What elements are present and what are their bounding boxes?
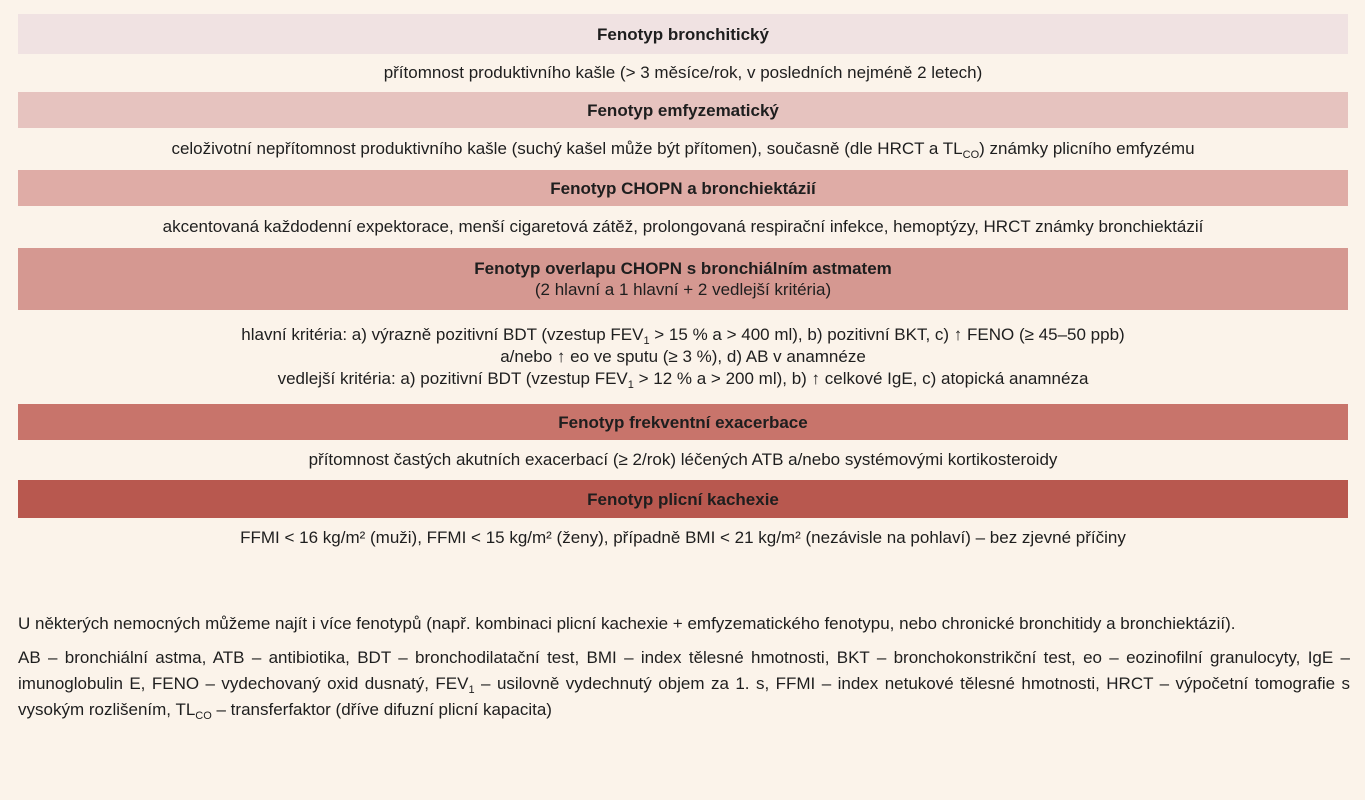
section-header-bronchiectasis (18, 170, 1348, 206)
text-part: > 12 % a > 200 ml), b) ↑ celkové IgE, c) atopická anamnéza (633, 369, 1089, 388)
text-part: AB – bronchiální astma, ATB – antibiotika, BDT – bronchodilatační test, BMI – index tělesné hmotnosti, BKT – bronchokonstrikční test, eo – eozinofilní granulocyty, IgE – imunoglobulin E, FENO – vydechovaný oxid dusnatý, FEV (18, 648, 1350, 693)
text-part: – transferfaktor (dříve difuzní plicní kapacita) (211, 700, 552, 719)
subscript: 1 (643, 335, 650, 347)
section-header-emphysematous (18, 92, 1348, 128)
text-part: – usilovně vydechnutý objem za 1. s, FFMI – index netukové tělesné hmotnosti, HRCT – výpočetní tomografie s vysokým rozlišením, TL (18, 674, 1350, 719)
section-body-cachexia (18, 520, 1348, 556)
section-header-label: Fenotyp bronchitický (597, 24, 769, 44)
text-part: > 15 % a > 400 ml), b) pozitivní BKT, c) ↑ FENO (≥ 45–50 ppb) (649, 325, 1125, 344)
section-body-overlap (18, 312, 1348, 402)
text-part: ) známky plicního emfyzému (979, 139, 1195, 158)
subscript: 1 (468, 684, 475, 696)
subscript: CO (195, 710, 212, 722)
section-body-text: přítomnost produktivního kašle (> 3 měsíce/rok, v posledních nejméně 2 letech) (383, 63, 983, 82)
section-header-frequent-exacerbation (18, 404, 1348, 440)
phenotype-table (18, 14, 1348, 558)
major-criteria-continuation: a/nebo ↑ eo ve sputu (≥ 3 %), d) AB v anamnéze (500, 347, 866, 366)
section-body-emphysematous (18, 130, 1348, 168)
note-paragraph: U některých nemocných můžeme najít i více fenotypů (např. kombinaci plicní kachexie + emfyzematického fenotypu, nebo chronické bronchitidy a bronchiektázií). (18, 614, 1236, 633)
section-body-text (171, 138, 1194, 160)
minor-criteria-line (278, 368, 1089, 390)
section-header-bronchitic (18, 14, 1348, 54)
section-header-overlap (18, 248, 1348, 310)
section-header-label: Fenotyp plicní kachexie (587, 489, 779, 509)
subscript: 1 (627, 379, 634, 391)
subscript: CO (962, 149, 980, 161)
table-notes (18, 611, 1350, 731)
section-body-frequent-exacerbation (18, 442, 1348, 478)
section-body-text: FFMI < 16 kg/m² (muži), FFMI < 15 kg/m² (ženy), případně BMI < 21 kg/m² (nezávisle na pohlaví) – bez zjevné příčiny (240, 528, 1126, 547)
section-subheader: (2 hlavní a 1 hlavní + 2 vedlejší kritéria) (534, 280, 832, 299)
text-part: celoživotní nepřítomnost produktivního kašle (suchý kašel může být přítomen), současně (dle HRCT a TL (171, 139, 963, 158)
section-header-label: Fenotyp CHOPN a bronchiektázií (550, 178, 816, 198)
section-header-label: Fenotyp overlapu CHOPN s bronchiálním astmatem (474, 259, 892, 278)
section-header-cachexia (18, 480, 1348, 518)
text-part: vedlejší kritéria: a) pozitivní BDT (vzestup FEV (277, 369, 628, 388)
section-body-bronchitic (18, 56, 1348, 90)
section-body-text: akcentovaná každodenní expektorace, menší cigaretová zátěž, prolongovaná respirační infekce, hemoptýzy, HRCT známky bronchiektázií (162, 217, 1204, 236)
section-body-text: přítomnost častých akutních exacerbací (≥ 2/rok) léčených ATB a/nebo systémovými kortikosteroidy (308, 450, 1058, 469)
abbreviations-paragraph (18, 645, 1350, 723)
section-header-label: Fenotyp frekventní exacerbace (558, 412, 808, 432)
section-header-label: Fenotyp emfyzematický (587, 100, 779, 120)
section-body-bronchiectasis (18, 208, 1348, 246)
major-criteria-line (241, 324, 1124, 346)
text-part: hlavní kritéria: a) výrazně pozitivní BDT (vzestup FEV (241, 325, 644, 344)
